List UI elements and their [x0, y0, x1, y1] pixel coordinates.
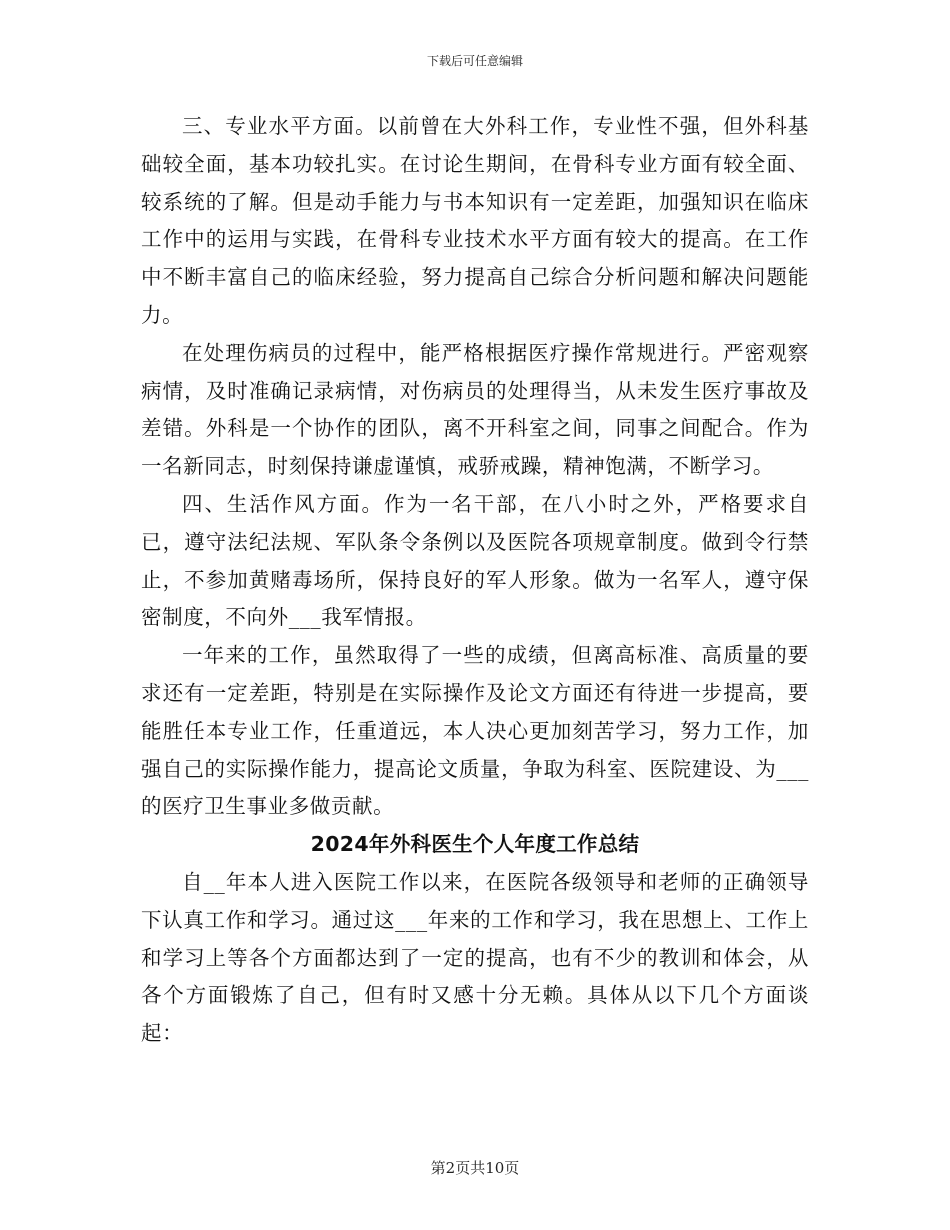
- section-title: 2024年外科医生个人年度工作总结: [310, 832, 640, 857]
- paragraph-intro: 自__年本人进入医院工作以来，在医院各级领导和老师的正确领导下认真工作和学习。通过这___年来的工作和学习，我在思想上、工作上和学习上等各个方面都达到了一定的提高，也有不少的教训和体会，从各个方面锻炼了自己，但有时又感十分无赖。具体从以下几个方面谈起：: [141, 869, 809, 1046]
- paragraph-life-style: 四、生活作风方面。作为一名干部，在八小时之外，严格要求自已，遵守法纪法规、军队条令条例以及医院各项规章制度。做到令行禁止，不参加黄赌毒场所，保持良好的军人形象。做为一名军人，遵守保密制度，不向外___我军情报。: [141, 491, 809, 630]
- page-header: 下载后可任意编辑: [426, 54, 523, 68]
- paragraph-professional-level: 三、专业水平方面。以前曾在大外科工作，专业性不强，但外科基础较全面，基本功较扎实。在讨论生期间，在骨科专业方面有较全面、较系统的了解。但是动手能力与书本知识有一定差距，加强知识在临床工作中的运用与实践，在骨科专业技术水平方面有较大的提高。在工作中不断丰富自己的临床经验，努力提高自己综合分析问题和解决问题能力。: [141, 114, 809, 327]
- document-body: [141, 108, 809, 1053]
- paragraph-patient-care: 在处理伤病员的过程中，能严格根据医疗操作常规进行。严密观察病情，及时准确记录病情，对伤病员的处理得当，从未发生医疗事故及差错。外科是一个协作的团队，离不开科室之间，同事之间配合。作为一名新同志，时刻保持谦虚谨慎，戒骄戒躁，精神饱满，不断学习。: [141, 340, 809, 479]
- paragraph-year-summary: 一年来的工作，虽然取得了一些的成绩，但离高标准、高质量的要求还有一定差距，特别是在实际操作及论文方面还有待进一步提高，要能胜任本专业工作，任重道远，本人决心更加刻苦学习，努力工作，加强自己的实际操作能力，提高论文质量，争取为科室、医院建设、为___的医疗卫生事业多做贡献。: [141, 643, 809, 819]
- page-footer: 第2页共10页: [430, 1159, 520, 1177]
